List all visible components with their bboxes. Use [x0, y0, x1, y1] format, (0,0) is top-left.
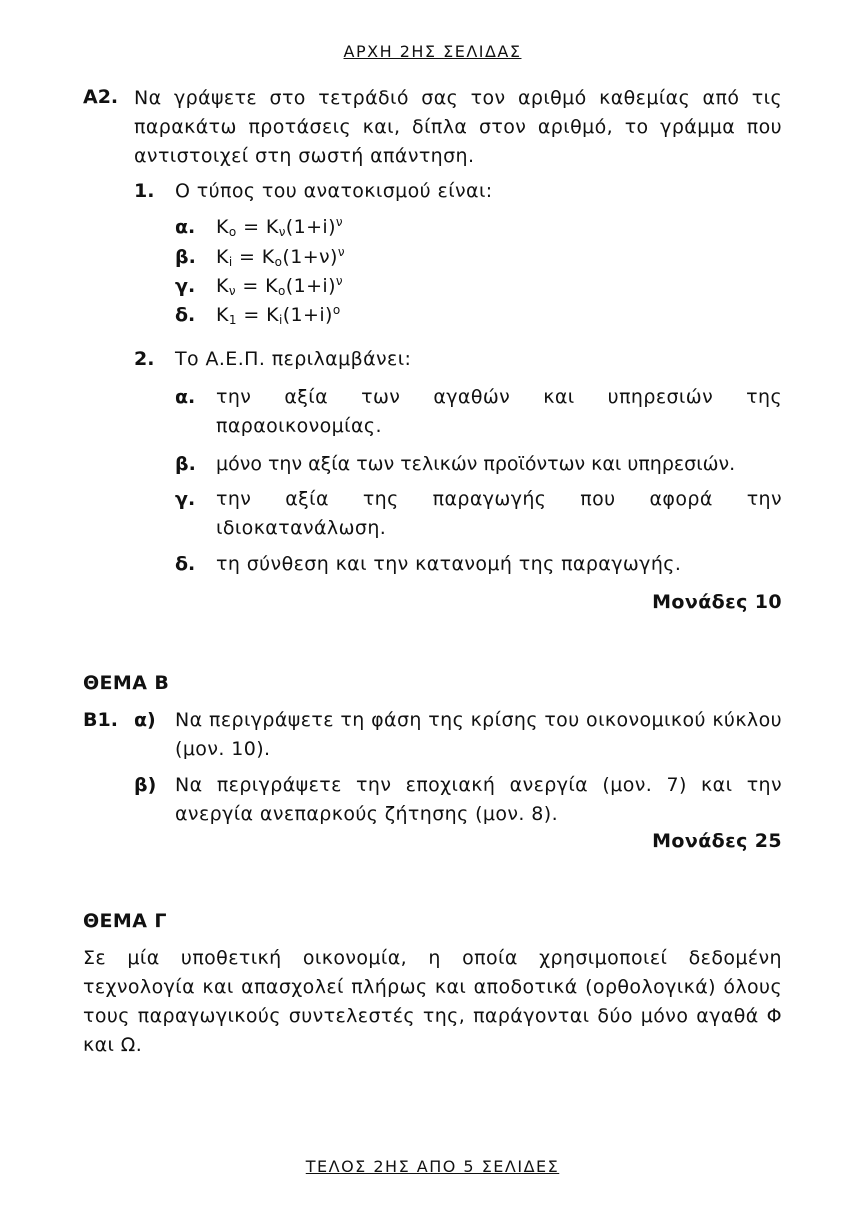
b1-part-b-text: Να περιγράψετε την εποχιακή ανεργία (μον. 7) και την ανεργία ανεπαρκούς ζήτησης (μον. 8).	[175, 774, 782, 825]
theme-b-heading: ΘΕΜΑ Β	[83, 672, 170, 694]
a2-points: Μονάδες 10	[652, 591, 782, 613]
q2-option-text: την αξία των αγαθών και υπηρεσιών της παραοικονομίας.	[216, 386, 782, 437]
q2-option-letter: δ.	[175, 553, 196, 575]
theme-b-points: Μονάδες 25	[652, 830, 782, 852]
subquestion-2-text: Το Α.Ε.Π. περιλαμβάνει:	[175, 348, 412, 370]
question-b1-label: Β1.	[83, 709, 118, 731]
theme-c-text: Σε μία υποθετική οικονομία, η οποία χρησιμοποιεί δεδομένη τεχνολογία και απασχολεί πλήρως και αποδοτικά (ορθολογικά) όλους τους παραγωγικούς συντελεστές της, παράγονται δύο μόνο αγαθά Φ και Ω.	[83, 947, 782, 1056]
subquestion-1-text: Ο τύπος του ανατοκισμού είναι:	[175, 180, 493, 202]
question-a2-intro: Να γράψετε στο τετράδιό σας τον αριθμό καθεμίας από τις παρακάτω προτάσεις και, δίπλα στον αριθμό, το γράμμα που αντιστοιχεί στη σωστή απάντηση.	[134, 87, 782, 167]
theme-c-heading: ΘΕΜΑ Γ	[83, 910, 167, 932]
page-footer: ΤΕΛΟΣ 2ΗΣ ΑΠΟ 5 ΣΕΛΙΔΕΣ	[305, 1157, 560, 1176]
q1-option-letter: γ.	[175, 275, 196, 297]
q2-option-letter: α.	[175, 386, 196, 408]
q2-option-text: τη σύνθεση και την κατανομή της παραγωγής.	[216, 553, 682, 575]
subquestion-1-number: 1.	[134, 180, 155, 202]
b1-part-a-text: Να περιγράψετε τη φάση της κρίσης του οικονομικού κύκλου (μον. 10).	[175, 709, 782, 760]
q1-option-formula: $K_o = K_\nu(1+i)^\nu$	[216, 215, 344, 239]
q1-option-formula: $K_i = K_o(1+\nu)^\nu$	[216, 245, 345, 269]
b1-part-a-label: α)	[134, 709, 156, 731]
q1-option-formula: $K_\nu = K_o(1+i)^\nu$	[216, 274, 344, 298]
q1-option-letter: α.	[175, 216, 196, 238]
q2-option-letter: γ.	[175, 488, 196, 510]
page-header: ΑΡΧΗ 2ΗΣ ΣΕΛΙΔΑΣ	[343, 42, 522, 61]
q1-option-formula: $K_1 = K_i(1+i)^o$	[216, 303, 341, 327]
q1-option-letter: δ.	[175, 304, 196, 326]
q2-option-text: μόνο την αξία των τελικών προϊόντων και υπηρεσιών.	[216, 453, 736, 475]
q2-option-letter: β.	[175, 453, 196, 475]
q1-option-letter: β.	[175, 246, 196, 268]
subquestion-2-number: 2.	[134, 348, 155, 370]
b1-part-b-label: β)	[134, 774, 157, 796]
question-a2-label: Α2.	[83, 86, 119, 108]
q2-option-text: την αξία της παραγωγής που αφορά την ιδιοκατανάλωση.	[216, 488, 782, 539]
